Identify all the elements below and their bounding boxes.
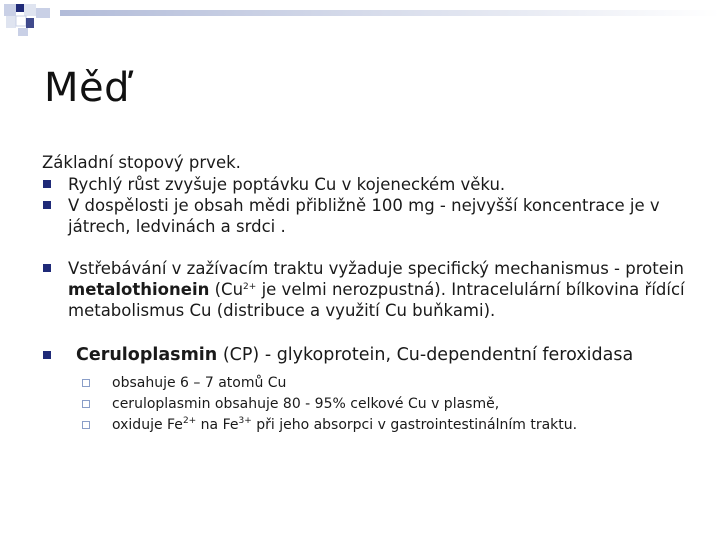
- charge-superscript: 3+: [238, 416, 252, 426]
- bullet-item: [42, 174, 692, 195]
- bullet-item: [42, 195, 692, 237]
- absorption-post: je velmi nerozpustná). Intracelulární bílkovina řídící metabolismus Cu (distribuce a využití Cu buňkami).: [68, 280, 685, 320]
- decorative-header-squares: [0, 0, 720, 40]
- absorption-mid: (Cu: [209, 280, 244, 299]
- ceruloplasmin-desc: (CP) - glykoprotein, Cu-dependentní feroxidasa: [217, 345, 634, 365]
- oxid-pre: oxiduje Fe: [112, 417, 183, 433]
- oxid-post: při jeho absorpci v gastrointestinálním traktu.: [251, 417, 578, 433]
- absorption-line1: Vstřebávání v zažívacím traktu vyžaduje specifický mechanismus -: [68, 259, 621, 278]
- hollow-square-bullet-icon: [82, 379, 90, 387]
- charge-superscript: 2+: [243, 282, 257, 292]
- intro-text: Základní stopový prvek.: [42, 153, 241, 172]
- ceruloplasmin-term: Ceruloplasmin: [76, 345, 218, 365]
- metalothionein-term: metalothionein: [68, 280, 210, 299]
- oxid-mid: na Fe: [196, 417, 239, 433]
- bullet-text: Rychlý růst zvyšuje poptávku Cu v kojeneckém věku.: [68, 175, 506, 194]
- slide-title: Měď: [44, 65, 131, 111]
- absorption-pre: protein: [625, 259, 684, 278]
- sub-bullet-item: [82, 394, 692, 415]
- charge-superscript: 2+: [182, 416, 197, 426]
- sub-bullet-text: obsahuje 6 – 7 atomů Cu: [112, 375, 287, 391]
- bullet-text: V dospělosti je obsah mědi přibližně 100 mg - nejvyšší koncentrace je v játrech, ledvinách a srdci .: [68, 196, 660, 236]
- square-bullet-icon: [43, 201, 51, 209]
- square-bullet-icon: [43, 351, 51, 359]
- sub-bullet-item: [82, 415, 692, 436]
- bullet-item-absorption: [42, 258, 692, 321]
- slide-body: [42, 152, 692, 436]
- square-bullet-icon: [43, 264, 51, 272]
- square-bullet-icon: [43, 180, 51, 188]
- hollow-square-bullet-icon: [82, 400, 90, 408]
- bullet-item-ceruloplasmin: [42, 342, 692, 368]
- hollow-square-bullet-icon: [82, 421, 90, 429]
- sub-bullet-item: [82, 373, 692, 394]
- sub-bullet-text: ceruloplasmin obsahuje 80 - 95% celkové Cu v plasmě,: [112, 396, 500, 412]
